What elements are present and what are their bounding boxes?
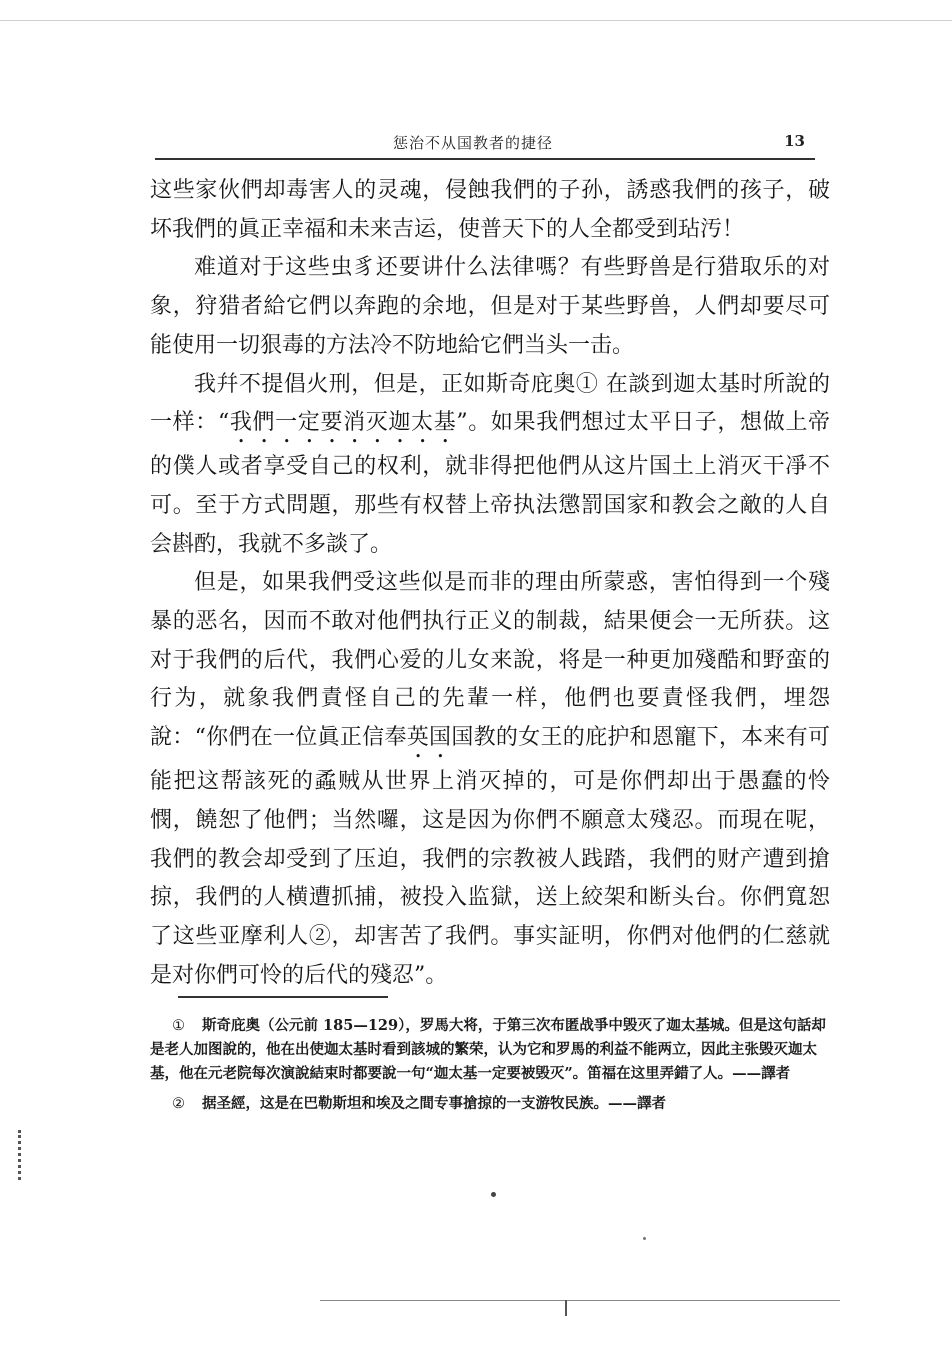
scan-bottom-tick (565, 1300, 567, 1316)
footnote-2-text: 据圣經，这是在巴勒斯坦和埃及之間专事搶掠的一支游牧民族。——譯者 (202, 1095, 666, 1112)
paragraph-4-after: 国教的女王的庇护和恩寵下，本来有可能把这帮該死的蟊贼从世界上消灭掉的，可是你們却出于愚蠢的怜憫，饒恕了他們；当然囉，这是因为你們不願意太殘忍。而現在呢，我們的教会却受到了压迫，我們的宗教被人践踏，我們的财产遭到搶掠，我們的人横遭抓捕，被投入监獄，送上絞架和断头台。你們寬恕了这些亚摩利人②，却害苦了我們。事实証明，你們对他們的仁慈就是对你們可怜的后代的殘忍”。 (150, 725, 830, 988)
footnote-2-marker: ② (172, 1096, 185, 1112)
running-head (155, 132, 825, 160)
scan-margin-mark (18, 1130, 24, 1180)
paragraph-3-before: 我幷不提倡火刑，但是，正如斯奇庇奥① 在談到迦太基时所說的一样：“ (150, 371, 830, 436)
scan-bottom-edge (320, 1300, 840, 1301)
body-text (150, 172, 830, 995)
footnote-rule (178, 996, 388, 998)
footnote-2 (150, 1092, 830, 1116)
paragraph-4 (150, 564, 830, 995)
scan-top-edge (0, 20, 952, 21)
scan-speck (491, 1192, 496, 1197)
paragraph-1: 这些家伙們却毒害人的灵魂，侵蝕我們的子孙，誘惑我們的孩子，破坏我們的眞正幸福和未来吉运，使普天下的人全都受到玷汚！ (150, 178, 830, 242)
emphasized-quote: 我們一定要消灭迦太基 (229, 410, 457, 436)
emphasized-word: 英国 (406, 725, 452, 751)
paragraph-2: 难道对于这些虫豸还要讲什么法律嗎？有些野兽是行猎取乐的对象，狩猎者給它們以奔跑的余地，但是对于某些野兽，人們却要尽可能使用一切狠毒的方法冷不防地給它們当头一击。 (150, 255, 830, 358)
running-title: 惩治不从国教者的捷径 (393, 134, 554, 152)
paragraph-4-before: 但是，如果我們受这些似是而非的理由所蒙惑，害怕得到一个殘暴的恶名，因而不敢对他們执行正义的制裁，結果便会一无所获。这对于我們的后代，我們心爱的儿女来說，将是一种更加殘酷和野蛮的行为，就象我們責怪自己的先輩一样，他們也要責怪我們，埋怨說：“你們在一位眞正信奉 (150, 570, 830, 751)
header-rule (155, 158, 815, 160)
paragraph-3-after: ”。如果我們想过太平日子，想做上帝的僕人或者享受自己的权利，就非得把他們从这片国土上消灭干凈不可。至于方式問題，那些有权替上帝执法懲罰国家和教会之敵的人自会斟酌，我就不多談了。 (150, 410, 830, 557)
footnotes (150, 1014, 830, 1122)
footnote-1-text: 斯奇庇奥（公元前 185—129），罗馬大将，于第三次布匿战爭中毁灭了迦太基城。但是这句話却是老人加图說的，他在出使迦太基时看到該城的繁荣，认为它和罗馬的利益不能两立，因此主张毁灭迦太基，他在元老院每次演說結束时都要說一句“迦太基一定要被毁灭”。笛福在这里弄錯了人。——譯者 (150, 1017, 826, 1082)
paragraph-3 (150, 366, 830, 565)
footnote-1 (150, 1014, 830, 1086)
scan-speck (643, 1237, 646, 1240)
page-number: 13 (784, 132, 805, 150)
footnote-1-marker: ① (172, 1018, 185, 1034)
